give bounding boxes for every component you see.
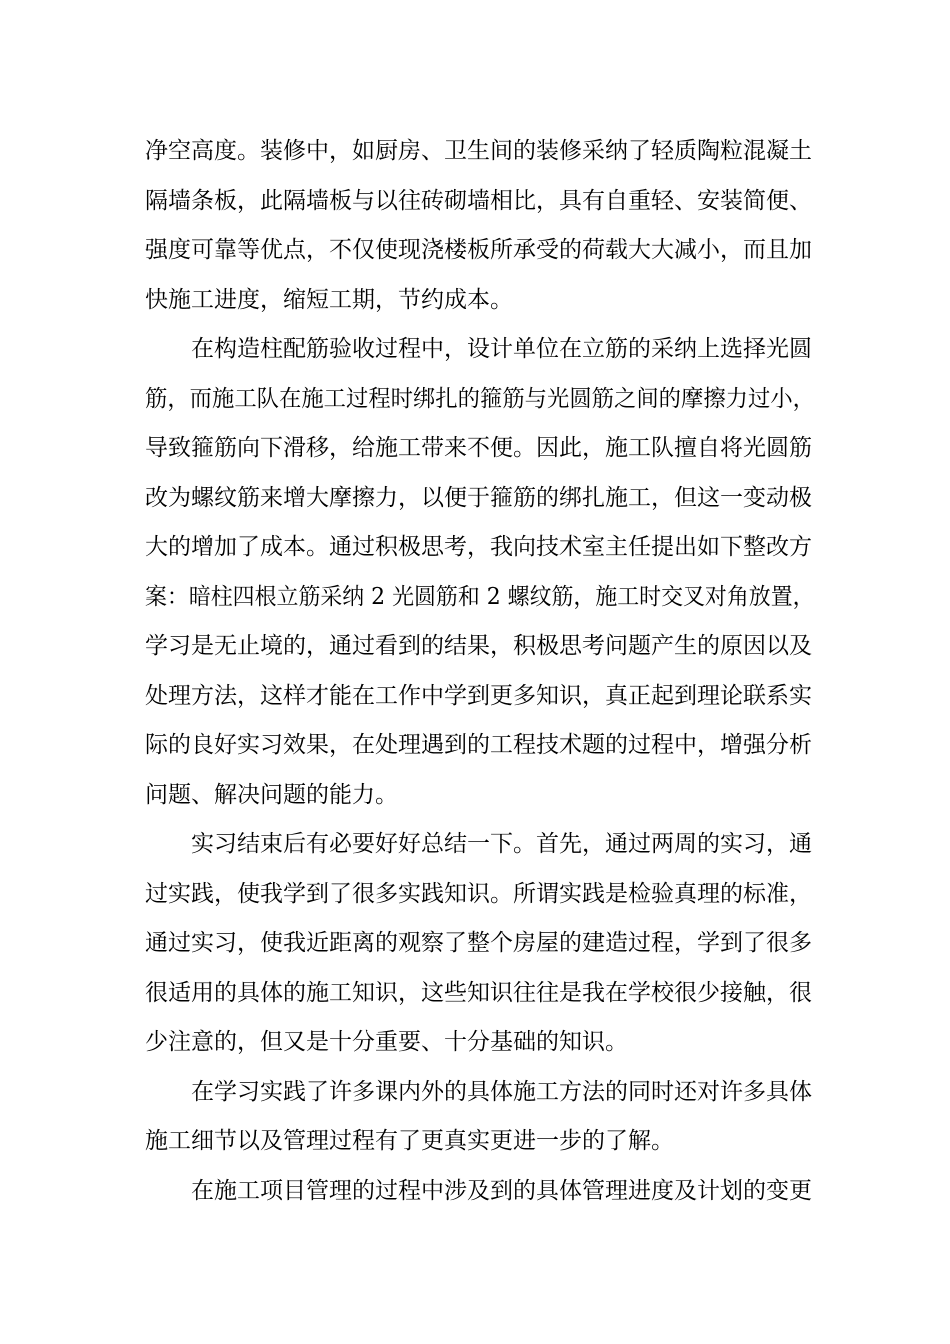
text-line: 快施工进度，缩短工期，节约成本。 [145, 286, 513, 313]
text-line: 际的良好实习效果，在处理遇到的工程技术题的过程中，增强分析 [145, 732, 812, 758]
body-text [145, 127, 815, 1216]
text-line: 学习是无止境的，通过看到的结果，积极思考问题产生的原因以及 [145, 633, 812, 659]
text-line: 强度可靠等优点，不仅使现浇楼板所承受的荷载大大减小，而且加 [145, 237, 812, 263]
text-line: 筋，而施工队在施工过程时绑扎的箍筋与光圆筋之间的摩擦力过小， [145, 385, 815, 412]
text-line: 净空高度。装修中，如厨房、卫生间的装修采纳了轻质陶粒混凝土 [145, 138, 812, 164]
paragraph-1 [145, 127, 815, 325]
paragraph-4 [145, 1068, 815, 1167]
text-line: 隔墙条板，此隔墙板与以往砖砌墙相比，具有自重轻、安装简便、 [145, 187, 812, 214]
text-line: 改为螺纹筋来增大摩擦力，以便于箍筋的绑扎施工，但这一变动极 [145, 484, 812, 511]
text-line: 在学习实践了许多课内外的具体施工方法的同时还对许多具体 [191, 1078, 812, 1105]
text-line: 大的增加了成本。通过积极思考，我向技术室主任提出如下整改方 [145, 534, 812, 560]
text-line: 施工细节以及管理过程有了更真实更进一步的了解。 [145, 1128, 674, 1154]
text-line: 案：暗柱四根立筋采纳 2 光圆筋和 2 螺纹筋，施工时交叉对角放置， [145, 583, 815, 610]
text-line: 处理方法，这样才能在工作中学到更多知识，真正起到理论联系实 [145, 682, 812, 709]
text-line: 在施工项目管理的过程中涉及到的具体管理进度及计划的变更 [191, 1177, 812, 1204]
paragraph-2 [145, 325, 815, 820]
text-line: 过实践，使我学到了很多实践知识。所谓实践是检验真理的标准， [145, 880, 812, 907]
paragraph-5 [145, 1167, 815, 1217]
text-line: 实习结束后有必要好好总结一下。首先，通过两周的实习，通 [191, 831, 812, 857]
text-line: 很适用的具体的施工知识，这些知识往往是我在学校很少接触，很 [145, 979, 812, 1006]
text-line: 导致箍筋向下滑移，给施工带来不便。因此，施工队擅自将光圆筋 [145, 435, 812, 461]
text-line: 通过实习，使我近距离的观察了整个房屋的建造过程，学到了很多 [145, 930, 812, 956]
paragraph-3 [145, 820, 815, 1068]
text-line: 问题、解决问题的能力。 [145, 781, 398, 808]
text-line: 在构造柱配筋验收过程中，设计单位在立筋的采纳上选择光圆 [191, 336, 812, 362]
text-line: 少注意的，但又是十分重要、十分基础的知识。 [145, 1029, 628, 1055]
